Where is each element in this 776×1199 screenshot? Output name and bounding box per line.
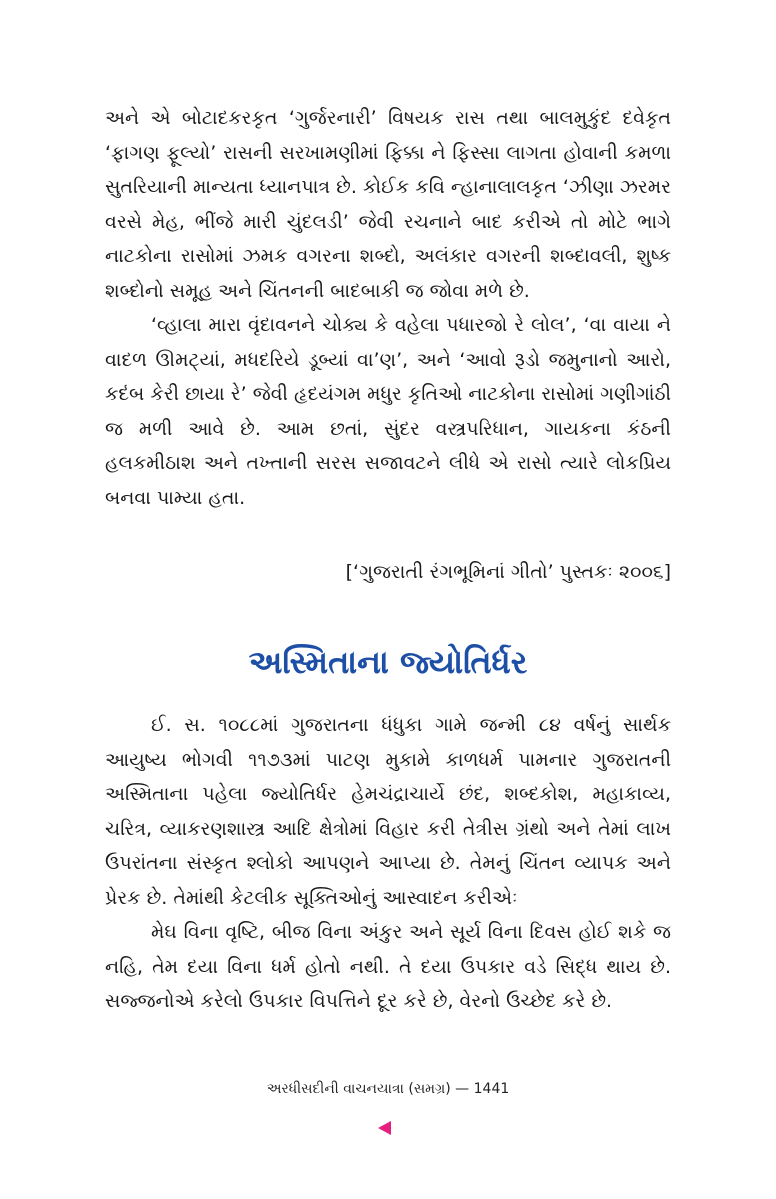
source-citation: [‘ગુજરાતી રંગભૂમિનાં ગીતો’ પુસ્તકઃ ૨૦૦૬]	[345, 561, 671, 583]
paragraph-1: અને એ બોટાદકરકૃત ‘ગુર્જરનારી’ વિષયક રાસ તથા બાલમુકુંદ દવેકૃત ‘ફાગણ ફૂલ્યો’ રાસની સરખામણીમાં ફિક્કા ને ફિસ્સા લાગતા હોવાની કમળા સુતરિયાની માન્યતા ધ્યાનપાત્ર છે. કોઈક કવિ ન્હાનાલાલકૃત ‘ઝીણા ઝરમર વરસે મેહ, ભીંજે મારી ચુંદલડી’ જેવી રચનાને બાદ કરીએ તો મોટે ભાગે નાટકોના રાસોમાં ઝમક વગરના શબ્દો, અલંકાર વગરની શબ્દાવલી, શુષ્ક શબ્દોનો સમૂહ અને ચિંતનની બાદબાકી જ જોવા મળે છે.	[105, 107, 671, 302]
section-hemchandracharya	[105, 708, 671, 1019]
section-rangbhumi-songs	[105, 101, 671, 515]
previous-page-arrow-icon[interactable]	[378, 1121, 391, 1135]
paragraph-2: ‘વ્હાલા મારા વૃંદાવનને ચોક્ય કે વહેલા પધારજો રે લોલ’, ‘વા વાયા ને વાદળ ઊમટ્યાં, મધદરિયે ડૂબ્યાં વા’ણ’, અને ‘આવો રૂડો જમુનાનો આરો, કદંબ કેરી છાયા રે’ જેવી હૃદયંગમ મધુર કૃતિઓ નાટકોના રાસોમાં ગણીગાંઠી જ મળી આવે છે. આમ છતાં, સુંદર વસ્ત્રપરિધાન, ગાયકના કંઠની હલકમીઠાશ અને તખ્તાની સરસ સજાવટને લીધે એ રાસો ત્યારે લોકપ્રિય બનવા પામ્યા હતા.	[105, 314, 671, 509]
paragraph-3: ઈ. સ. ૧૦૮૮માં ગુજરાતના ધંધુકા ગામે જન્મી ૮૪ વર્ષનું સાર્થક આયુષ્ય ભોગવી ૧૧૭૩માં પાટણ મુકામે કાળધર્મ પામનાર ગુજરાતની અસ્મિતાના પહેલા જ્યોતિર્ધર હેમચંદ્રાચાર્યે છંદ, શબ્દકોશ, મહાકાવ્ય, ચરિત્ર, વ્યાકરણશાસ્ત્ર આદિ ક્ષેત્રોમાં વિહાર કરી તેત્રીસ ગ્રંથો અને તેમાં લાખ ઉપરાંતના સંસ્કૃત શ્લોકો આપણને આપ્યા છે. તેમનું ચિંતન વ્યાપક અને પ્રેરક છે. તેમાંથી કેટલીક સૂક્તિઓનું આસ્વાદન કરીએઃ	[105, 714, 671, 909]
paragraph-4: મેઘ વિના વૃષ્ટિ, બીજ વિના અંકુર અને સૂર્ય વિના દિવસ હોઈ શકે જ નહિ, તેમ દયા વિના ધર્મ હોતો નથી. તે દયા ઉપકાર વડે સિદ્ધ થાય છે. સજ્જનોએ કરેલો ઉપકાર વિપત્તિને દૂર કરે છે, વેરનો ઉચ્છેદ કરે છે.	[105, 921, 671, 1012]
page-footer: અરધીસદીની વાચનયાત્રા (સમગ્ર) — 1441	[266, 1081, 510, 1097]
section-heading: અસ્મિતાના જ્યોતિર્ધર	[248, 643, 528, 681]
